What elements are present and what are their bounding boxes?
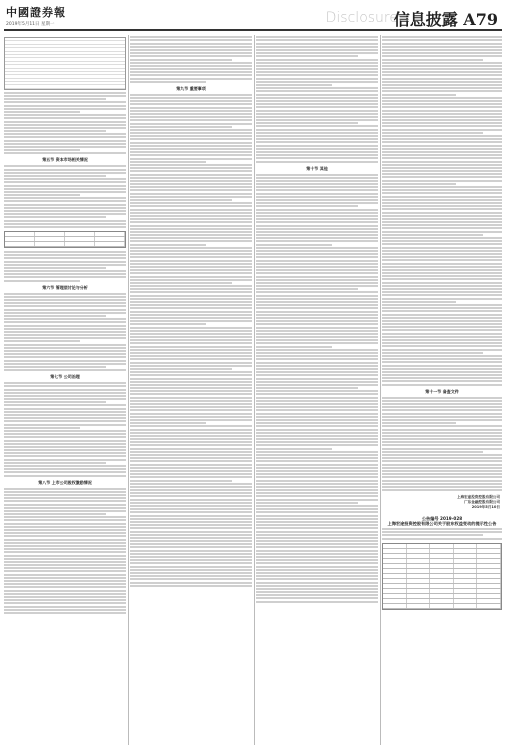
notice-subtitle: 上海宏途投资控股有限公司关于股东权益变动的提示性公告 [387, 521, 497, 527]
body-text-block [382, 397, 502, 491]
section-heading: 第五节 资本市场相关情况 [42, 157, 88, 163]
column-divider [254, 35, 255, 745]
section-heading: 第六节 管理层讨论与分析 [42, 284, 88, 290]
notice-number: 公告编号 2019-028 [421, 516, 463, 522]
body-text-block [382, 528, 502, 540]
section-heading: 第十一节 备查文件 [425, 388, 459, 394]
newspaper-logo: 中國證券報 [6, 6, 66, 19]
data-table [382, 543, 502, 610]
body-text-block [130, 36, 252, 83]
section-title-cn: 信息披露 A79 [393, 10, 498, 29]
masthead [0, 0, 506, 34]
summary-box [4, 37, 126, 90]
notice-title [382, 516, 502, 526]
column-1 [4, 35, 126, 745]
body-text-block [382, 36, 502, 385]
body-text-block [4, 293, 126, 372]
body-text-block [256, 174, 378, 603]
section-heading: 第九节 重要事项 [176, 85, 206, 91]
column-3 [256, 35, 378, 745]
article-columns [4, 35, 502, 745]
body-text-block [4, 165, 126, 228]
body-text-block [4, 92, 126, 155]
column-2 [130, 35, 252, 745]
masthead-divider [4, 29, 502, 31]
section-heading: 第八节 上市公司股权激励情况 [38, 479, 92, 485]
data-table [4, 231, 126, 248]
section-heading: 第七节 公司治理 [50, 374, 80, 380]
body-text-block [4, 251, 126, 282]
body-text-block [4, 488, 126, 614]
column-divider [128, 35, 129, 745]
signature-block [384, 495, 500, 510]
column-4 [382, 35, 502, 745]
column-divider [380, 35, 381, 745]
body-text-block [4, 382, 126, 476]
section-title-en: Disclosure [325, 10, 398, 26]
section-heading: 第十节 其他 [306, 165, 328, 171]
issue-date: 2019年5月11日 星期一 [6, 22, 55, 27]
signatory-company-2: 广东金融控股有限公司 [464, 500, 500, 505]
body-text-block [130, 94, 252, 587]
signatory-company: 上海宏途投资控股有限公司 [456, 495, 500, 500]
signature-date: 2019年5月10日 [471, 505, 500, 510]
body-text-block [256, 36, 378, 162]
